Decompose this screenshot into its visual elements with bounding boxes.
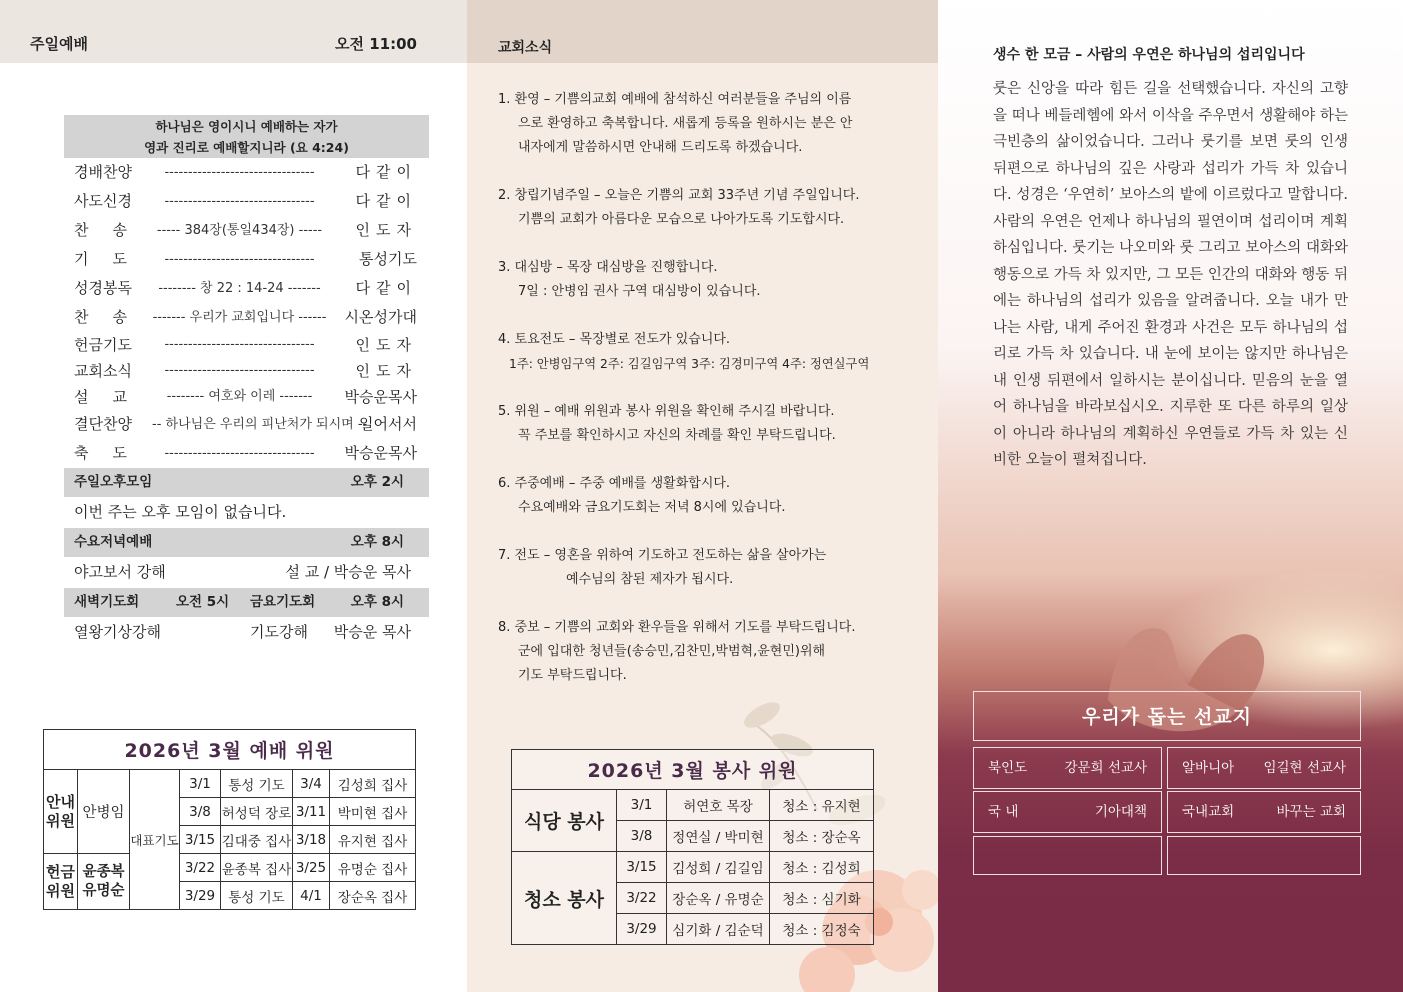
news-line: 1주: 안병임구역 2주: 김길임구역 3주: 김경미구역 4주: 정연실구역	[509, 357, 870, 371]
worship-title: 주일예배	[30, 35, 88, 53]
order-row	[64, 332, 429, 358]
mission-region: 알바니아	[1182, 760, 1235, 776]
news-item	[498, 544, 898, 592]
column-body: 룻은 신앙을 따라 힘든 길을 선택했습니다. 자신의 고향을 떠나 베들레헴에 와서 이삭을 주우면서 생활해야 하는 극빈층의 삶이었습니다. 그러나 룻기를 보면 룻의 인생 뒤편으로 하나님의 깊은 사랑과 섭리가 가득 차 있습니다. 성경은 ‘우연히’ 보아스의 밭에 이르렀다고 말합니다. 사람의 우연은 언제나 하나님의 필연이며 섭리이며 계획하심입니다. 룻기는 나오미와 룻 그리고 보아스의 대화와 행동으로 가득 차 있지만, 그 모든 인간의 대화와 행동 뒤에는 하나님의 섭리가 있음을 알려줍니다. 오늘 내가 만나는 사람, 내게 주어진 환경과 사건은 모두 하나님의 섭리로 가득 차 있습니다. 내 눈에 보이는 않지만 하나님은 내 인생 뒤편에서 일하시는 분이십니다. 믿음의 눈을 열어 하나님을 바라보십시오. 지루한 또 다른 하루의 일상이 아니라 하나님의 계획하신 우연들로 가득 차 있는 신비한 오늘이 펼쳐집니다.	[993, 81, 1348, 468]
news-line: 7일 : 안병임 권사 구역 대심방이 있습니다.	[518, 284, 761, 299]
order-leader: 인도자	[355, 221, 417, 239]
news-line: 기도 부탁드립니다.	[518, 668, 627, 683]
order-label: 기도	[74, 250, 151, 268]
service-committee-table	[511, 749, 874, 945]
prayer-date: 3/8	[180, 798, 221, 826]
cleaning-duty: 청소 : 김성희	[770, 852, 874, 883]
mission-item	[973, 747, 1162, 789]
service-committee-title: 2026년 3월 봉사 위원	[512, 750, 874, 790]
prayer-leader: 윤종복 집사	[221, 854, 293, 882]
news-item	[498, 184, 898, 232]
news-line: 4. 토요전도 – 목장별로 전도가 있습니다.	[498, 332, 731, 347]
prayer-leader: 통성 기도	[221, 770, 293, 798]
prayer-leader: 허성덕 장로	[221, 798, 293, 826]
order-detail: -------- 창 22 : 14-24 -------	[158, 281, 321, 296]
order-detail: --------------------------------	[164, 337, 315, 352]
order-leader: 다같이	[355, 192, 417, 210]
news-line: 1. 환영 – 기쁨의교회 예배에 참석하신 여러분들을 주님의 이름	[498, 92, 852, 107]
prayer-date: 3/4	[293, 770, 330, 798]
news-item	[498, 328, 898, 376]
service-date: 3/1	[617, 790, 667, 821]
order-detail: ----- 384장(통일434장) -----	[156, 223, 323, 238]
news-line: 6. 주중예배 – 주중 예배를 생활화합시다.	[498, 476, 731, 491]
wednesday-label: 수요저녁예배	[74, 534, 153, 550]
mission-item	[973, 791, 1162, 833]
order-row	[64, 245, 429, 274]
service-date: 3/29	[617, 914, 667, 945]
mission-item-empty	[1167, 836, 1361, 875]
order-leader: 인도자	[355, 336, 417, 354]
order-label: 결단찬양	[74, 415, 132, 433]
prayer-date: 3/18	[293, 826, 330, 854]
order-detail: --------------------------------	[164, 363, 315, 378]
prayer-leader: 통성 기도	[221, 882, 293, 910]
order-detail: --------------------------------	[164, 165, 315, 180]
prayer-date: 3/15	[180, 826, 221, 854]
order-leader: 시온성가대	[344, 308, 417, 326]
prayer-date: 3/11	[293, 798, 330, 826]
order-row	[64, 384, 429, 410]
order-label: 사도신경	[74, 192, 132, 210]
prayer-date: 3/29	[180, 882, 221, 910]
news-list	[498, 88, 898, 712]
service-date: 3/15	[617, 852, 667, 883]
verse-line-1: 하나님은 영이시니 예배하는 자가	[155, 119, 338, 134]
kitchen-duty: 장순옥 / 유명순	[667, 883, 770, 914]
order-leader: 통성기도	[359, 250, 417, 268]
offering-names: 윤종복 유명순	[78, 854, 130, 910]
service-date: 3/22	[617, 883, 667, 914]
order-row	[64, 358, 429, 384]
friday-note: 기도강해	[250, 623, 308, 641]
cleaning-duty: 청소 : 유지현	[770, 790, 874, 821]
news-line: 예수님의 참된 제자가 됩시다.	[566, 572, 734, 587]
order-row	[64, 274, 429, 303]
cleaning-duty: 청소 : 김정숙	[770, 914, 874, 945]
news-item	[498, 400, 898, 448]
mission-item	[1167, 791, 1361, 833]
mission-item	[1167, 747, 1361, 789]
order-row	[64, 216, 429, 245]
order-leader: 다같이	[355, 279, 417, 297]
rep-prayer-label: 대표기도	[130, 770, 180, 910]
news-line: 2. 창립기념주일 – 오늘은 기쁨의 교회 33주년 기념 주일입니다.	[498, 188, 860, 203]
prayer-leader: 김성희 집사	[330, 770, 416, 798]
prayer-leader: 장순옥 집사	[330, 882, 416, 910]
guide-label: 안내 위원	[44, 770, 78, 854]
kitchen-duty: 심기화 / 김순덕	[667, 914, 770, 945]
afternoon-time: 오후 2시	[350, 474, 404, 490]
afternoon-label: 주일오후모임	[74, 474, 153, 490]
order-row	[64, 158, 429, 187]
worship-committee-table	[43, 729, 416, 910]
order-label: 축도	[74, 444, 151, 462]
mission-name: 기아대책	[1094, 804, 1147, 820]
wednesday-preacher: 설 교 / 박승운 목사	[285, 563, 411, 581]
mission-region: 국내교회	[1182, 804, 1235, 820]
prayer-date: 4/1	[293, 882, 330, 910]
friday-label: 금요기도회	[250, 594, 316, 610]
dawn-prayer-bar	[64, 588, 429, 617]
prayer-leader: 유명순 집사	[330, 854, 416, 882]
missions-title: 우리가 돕는 선교지	[973, 691, 1361, 741]
mission-item-empty	[973, 836, 1162, 875]
order-detail: --------------------------------	[164, 446, 315, 461]
news-line: 군에 입대한 청년들(송승민,김찬민,박범혁,윤현민)위해	[518, 644, 826, 659]
news-panel	[467, 0, 938, 992]
news-item	[498, 256, 898, 304]
order-detail: ------- 우리가 교회입니다 ------	[152, 310, 327, 325]
dawn-label: 새벽기도회	[74, 594, 140, 610]
kitchen-duty: 정연실 / 박미현	[667, 821, 770, 852]
column-panel	[938, 0, 1403, 992]
news-line: 꼭 주보를 확인하시고 자신의 차례를 확인 부탁드립니다.	[518, 428, 836, 443]
news-line: 7. 전도 – 영혼을 위하여 기도하고 전도하는 삶을 살아가는	[498, 548, 827, 563]
verse-box	[64, 115, 429, 158]
news-item	[498, 472, 898, 520]
wednesday-note: 야고보서 강해	[74, 563, 166, 581]
order-leader: 박승운목사	[344, 388, 417, 406]
prayer-date: 3/25	[293, 854, 330, 882]
order-detail: -------- 여호와 이레 -------	[166, 389, 313, 404]
prayer-date: 3/1	[180, 770, 221, 798]
wednesday-service-bar	[64, 528, 429, 557]
order-label: 설교	[74, 388, 151, 406]
news-item	[498, 616, 898, 688]
order-label: 찬송	[74, 221, 151, 239]
worship-committee-title: 2026년 3월 예배 위원	[44, 730, 416, 770]
kitchen-duty: 허연호 목장	[667, 790, 770, 821]
afternoon-note-line	[64, 497, 429, 528]
news-line: 3. 대심방 – 목장 대심방을 진행합니다.	[498, 260, 718, 275]
dawn-note: 열왕기상강해	[74, 623, 161, 641]
news-line: 8. 중보 – 기쁨의 교회와 환우들을 위해서 기도를 부탁드립니다.	[498, 620, 856, 635]
prayer-date: 3/22	[180, 854, 221, 882]
prayer-leader: 박미현 집사	[330, 798, 416, 826]
mission-region: 북인도	[988, 760, 1028, 776]
service-date: 3/8	[617, 821, 667, 852]
order-leader: 박승운목사	[344, 444, 417, 462]
order-detail: -- 하나님은 우리의 피난처가 되시며 --	[152, 417, 368, 432]
order-of-worship	[64, 115, 429, 648]
order-leader: 인도자	[355, 362, 417, 380]
offering-label: 헌금 위원	[44, 854, 78, 910]
news-item	[498, 88, 898, 160]
order-label: 교회소식	[74, 362, 132, 380]
friday-time: 오후 8시	[350, 594, 404, 610]
mission-name: 바꾸는 교회	[1276, 804, 1346, 820]
order-leader: 일어서서	[359, 415, 417, 433]
order-row	[64, 410, 429, 439]
order-leader: 다같이	[355, 163, 417, 181]
afternoon-meeting-bar	[64, 468, 429, 497]
guide-name: 안병임	[78, 770, 130, 854]
mission-name: 강문희 선교사	[1064, 760, 1147, 776]
cleaning-duty: 청소 : 심기화	[770, 883, 874, 914]
dawn-note-line	[64, 617, 429, 648]
worship-time: 오전 11:00	[335, 35, 417, 53]
order-detail: --------------------------------	[164, 194, 315, 209]
worship-header	[0, 0, 467, 63]
news-line: 내자에게 말씀하시면 안내해 드리도록 하겠습니다.	[518, 140, 803, 155]
wednesday-time: 오후 8시	[350, 534, 404, 550]
order-row	[64, 187, 429, 216]
column-title: 생수 한 모금 – 사람의 우연은 하나님의 섭리입니다	[993, 47, 1305, 63]
kitchen-duty: 김성희 / 김길임	[667, 852, 770, 883]
cleaning-label: 청소 봉사	[512, 852, 617, 945]
prayer-leader: 유지현 집사	[330, 826, 416, 854]
afternoon-note: 이번 주는 오후 모임이 없습니다.	[74, 503, 287, 521]
worship-panel	[0, 0, 467, 992]
cleaning-duty: 청소 : 장순옥	[770, 821, 874, 852]
order-row	[64, 439, 429, 468]
order-row	[64, 303, 429, 332]
verse-line-2: 영과 진리로 예배할지니라 (요 4:24)	[144, 140, 349, 155]
prayer-leader: 김대중 집사	[221, 826, 293, 854]
order-label: 헌금기도	[74, 336, 132, 354]
order-label: 찬송	[74, 308, 151, 326]
dawn-preacher: 박승운 목사	[333, 623, 411, 641]
news-line: 으로 환영하고 축복합니다. 새롭게 등록을 원하시는 분은 안	[518, 116, 853, 131]
mission-region: 국 내	[988, 804, 1019, 820]
wednesday-note-line	[64, 557, 429, 588]
order-detail: --------------------------------	[164, 252, 315, 267]
news-line: 기쁨의 교회가 아름다운 모습으로 나아가도록 기도합시다.	[518, 212, 845, 227]
dawn-time: 오전 5시	[176, 594, 230, 610]
news-title: 교회소식	[498, 40, 553, 56]
order-label: 경배찬양	[74, 163, 132, 181]
news-line: 수요예배와 금요기도회는 저녁 8시에 있습니다.	[518, 500, 786, 515]
news-header	[467, 0, 938, 63]
mission-name: 임길현 선교사	[1263, 760, 1346, 776]
kitchen-label: 식당 봉사	[512, 790, 617, 852]
news-line: 5. 위원 – 예배 위원과 봉사 위원을 확인해 주시길 바랍니다.	[498, 404, 835, 419]
order-label: 성경봉독	[74, 279, 132, 297]
